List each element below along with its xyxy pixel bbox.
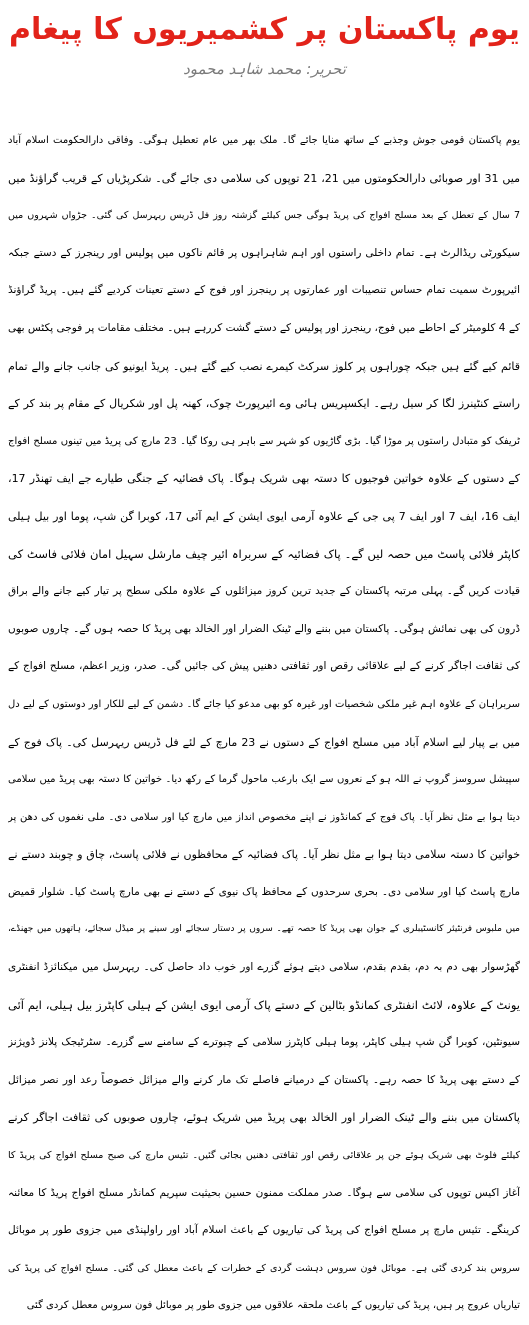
body-text-line: کی ثقافت اجاگر کرنے کے لیے علاقائی رقص اور ثقافتی دھنیں پیش کی جائیں گی۔ صدر، وزیر اعظم، مسلح افواج کے: [8, 660, 520, 673]
article-headline: یوم پاکستان پر کشمیریوں کا پیغام: [9, 12, 520, 47]
body-text-line: ٹریفک کو متبادل راستوں پر موڑا گیا۔ بڑی گاڑیوں کو شہر سے باہر ہی روکا گیا۔ 23 مارچ کی پریڈ میں تینوں مسلح افواج: [8, 435, 520, 447]
body-text-line: میں بے پیار لیے اسلام آباد میں مسلح افواج کے دستوں نے 23 مارچ کے لئے فل ڈریس ریہرسل کی۔ پاک فوج کے: [8, 735, 520, 749]
body-text-line: ایف 16، ایف 7 اور ایف 7 پی جی کے علاوہ آرمی ایوی ایشن کے ایم آئی 17، کوبرا گن شپ، پوما اور بیل ہیلی: [8, 509, 520, 523]
body-text-line: کے دستوں کے علاوہ خواتین فوجیوں کا دستہ بھی شریک ہوگا۔ پاک فضائیہ کے جنگی طیارے جے ایف تھنڈر 17،: [8, 472, 520, 486]
body-text-line: کے 4 کلومیٹر کے احاطے میں فوج، رینجرز اور پولیس کے دستے گشت کررہے ہیں۔ مختلف مقامات پر فوجی پکٹس بھی: [8, 321, 520, 334]
body-text-line: قیادت کریں گے۔ پہلی مرتبہ پاکستان کے جدید ترین کروز میزائلوں کے علاوہ ملکی سطح پر تیار کیے جانے والے براق: [8, 585, 520, 598]
body-text-line: مارچ پاسٹ کیا اور سلامی دی۔ بحری سرحدوں کے محافظ پاک نیوی کے دستے نے بھی مارچ پاسٹ کیا۔ شلوار قمیض: [8, 885, 520, 898]
body-text-line: سیونٹین، کوبرا گن شپ ہیلی کاپٹر، پوما ہیلی کاپٹرز سلامی کے چبوترے کے سامنے سے گزرے۔ سٹرٹیجک پلانز ڈویژنز: [8, 1036, 520, 1049]
body-text-line: قائم کیے گئے ہیں جبکہ چوراہوں پر کلوز سرکٹ کیمرے نصب کیے گئے ہیں۔ پریڈ ایونیو کی جانب جانے والے تمام: [8, 359, 520, 373]
body-text-line: سیکورٹی ریڈالرٹ ہے۔ تمام داخلی راستوں اور اہم شاہراہوں پر قائم ناکوں میں پولیس اور رینجرز کے دستے جبکہ: [8, 246, 520, 259]
body-text-line: کاپٹر فلائی پاسٹ میں حصہ لیں گے۔ پاک فضائیہ کے سربراہ ائیر چیف مارشل سہیل امان فلائی فاسٹ کی: [8, 546, 520, 561]
body-text-line: دیتا ہوا بے مثل نظر آیا۔ پاک فوج کے کمانڈوز نے اپنے مخصوص انداز میں مارچ کیا اور سلامی دی۔ ملی نغموں کی دھن پر: [8, 811, 520, 823]
body-text-line: کرینگے۔ تئیس مارچ پر مسلح افواج کی پریڈ کی تیاریوں کے باعث اسلام آباد اور راولپنڈی میں جزوی طور پر موبائل: [8, 1224, 520, 1237]
body-text-line: میں 31 اور صوبائی دارالحکومتوں میں 21، 21 توپوں کی سلامی دی جائے گی۔ شکرپڑیاں کے قریب گراؤنڈ میں: [8, 171, 520, 185]
body-text-line: ائیرپورٹ سمیت تمام حساس تنصیبات اور عمارتوں پر رینجرز اور فوج کے دستے تعینات کردیے گئے ہیں۔ پریڈ گراؤنڈ: [8, 284, 520, 297]
body-text-line: سربراہان کے علاوہ اہم غیر ملکی شخصیات اور غیرہ کو بھی مدعو کیا جائے گا۔ دشمن کے لیے للکار اور دوستوں کے لیے دل: [8, 698, 520, 710]
body-text-line: آغاز اکیس توپوں کی سلامی سے ہوگا۔ صدر مملکت ممنون حسین بحیثیت سپریم کمانڈر مسلح افواج پریڈ کا معائنہ: [8, 1186, 520, 1199]
body-text-line: یوم پاکستان قومی جوش وجذبے کے ساتھ منایا جائے گا۔ ملک بھر میں عام تعطیل ہوگی۔ وفاقی دارالحکومت اسلام آباد: [8, 135, 520, 146]
body-text-line: پاکستان میں بننے والے ٹینک الضرار اور الخالد بھی پریڈ میں شریک ہوئے، چاروں صوبوں کی ثقافت اجاگر کرنے: [8, 1111, 520, 1125]
body-text-line: کیلئے فلوٹ بھی شریک ہوئے جن پر علاقائی رقص اور ثقافتی دھنیں بجائی گئیں۔ تئیس مارچ کی صبح مسلح افواج کی پریڈ کا: [8, 1150, 520, 1162]
body-text-line: سپیشل سروسز گروپ نے اللہ ہو کے نعروں سے ایک بارعب ماحول گرما کے رکھ دیا۔ خواتین کا دستہ بھی پریڈ میں سلامی: [8, 774, 520, 786]
body-text-line: خواتین کا دستہ سلامی دیتا ہوا بے مثل نظر آیا۔ پاک فضائیہ کے محافظوں نے فلائی پاسٹ، چاق و چوبند دستے نے: [8, 848, 520, 862]
body-text-line: 7 سال کے تعطل کے بعد مسلح افواج کی پریڈ ہوگی جس کیلئے گزشتہ روز فل ڈریس ریہرسل کی گئی۔ جڑواں شہروں میں: [8, 210, 520, 222]
body-text-line: کے دستے بھی پریڈ کا حصہ رہے۔ پاکستان کے درمیانے فاصلے تک مار کرنے والے میزائل خصوصاً رعد اور نصر میزائل: [8, 1073, 520, 1086]
body-text-line: یونٹ کے علاوہ، لائٹ انفنٹری کمانڈو بٹالین کے دستے پاک آرمی ایوی ایشن کے ہیلی کاپٹرز بیل ہیلی، ایم آئی: [8, 997, 520, 1012]
article-body: [8, 122, 520, 1325]
body-text-line: گھڑسوار بھی دم بہ دم، بقدم بقدم، سلامی دیتے ہوئے گزرے اور خوب داد حاصل کی۔ ریہرسل میں میکنائزڈ انفنٹری: [8, 961, 520, 974]
body-text-line: راستے کنٹینرز لگا کر سیل رہے۔ ایکسپریس ہائی وے ائیرپورٹ چوک، کھنہ پل اور شکریال کے مقام پر بند کر کے: [8, 397, 520, 411]
body-text-line: سروس بند کردی گئی ہے۔ موبائل فون سروس دہشت گردی کے خطرات کے باعث معطل کی گئی۔ مسلح افواج کی پریڈ کی: [8, 1262, 520, 1274]
body-text-line: میں ملبوس فرنٹیئر کانسٹیبلری کے جوان بھی پریڈ کا حصہ تھے۔ سروں پر دستار سجائے اور سینے پر میڈل سجائے، ہاتھوں میں جھنڈے،: [8, 924, 520, 935]
body-text-line: تیاریاں عروج پر ہیں، پریڈ کی تیاریوں کے باعث ملحقہ علاقوں میں جزوی طور پر موبائل فون سروس معطل کردی گئی: [26, 1300, 520, 1312]
article-byline: تحریر: محمد شاہد محمود: [183, 60, 346, 78]
body-text-line: ڈرون کی بھی نمائش ہوگی۔ پاکستان میں بننے والے ٹینک الضرار اور الخالد بھی پریڈ کا حصہ ہوں گے۔ چاروں صوبوں: [8, 622, 520, 635]
